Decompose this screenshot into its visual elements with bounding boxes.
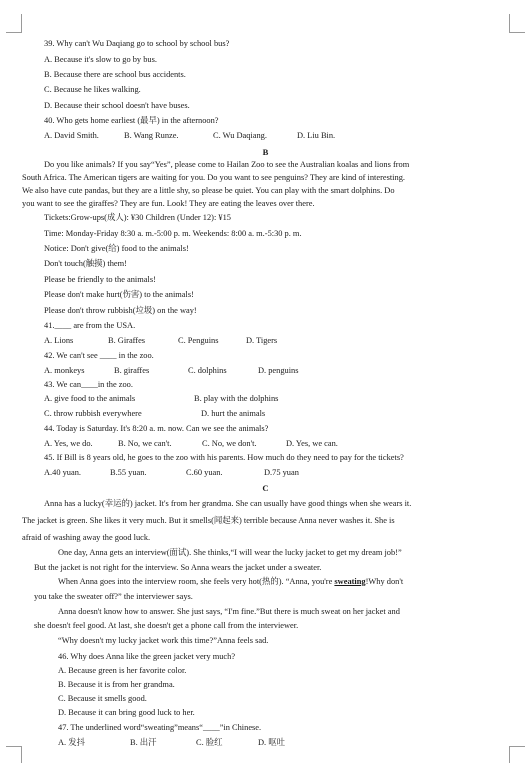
- q40-option-a: A. David Smith.: [44, 131, 99, 140]
- crop-mark-top-left-h: [6, 32, 22, 33]
- q47-stem: 47. The underlined word“sweating”means“____”in Chinese.: [58, 723, 262, 732]
- passage-b-notice: Notice: Don't give(给) food to the animals!: [44, 244, 189, 253]
- crop-mark-bottom-left-h: [6, 746, 22, 747]
- passage-b-line-1: Do you like animals? If you say“Yes”, please come to Hailan Zoo to see the Australian koalas and lions from: [44, 160, 410, 169]
- passage-c-line-6-text: When Anna goes into the interview room, she feels very hot(热的). “Anna, you're: [58, 577, 335, 586]
- q39-stem: 39. Why can't Wu Daqiang go to school by school bus?: [44, 39, 230, 48]
- crop-mark-top-left-v: [21, 14, 22, 33]
- q43-option-a: A. give food to the animals: [44, 394, 136, 403]
- q43-option-b: B. play with the dolphins: [194, 394, 279, 403]
- q46-option-c: C. Because it smells good.: [58, 694, 147, 703]
- q40-option-c: C. Wu Daqiang.: [213, 131, 267, 140]
- q43-stem: 43. We can____in the zoo.: [44, 380, 133, 389]
- underlined-word-sweating: sweating: [334, 577, 366, 586]
- q42-option-a: A. monkeys: [44, 366, 85, 375]
- passage-c-line-5: But the jacket is not right for the interview. So Anna wears the jacket under a sweater.: [34, 563, 322, 572]
- passage-c-line-8: Anna doesn't know how to answer. She just says, “I'm fine.”But there is much sweat on her jacket and: [58, 607, 400, 616]
- q44-option-c: C. No, we don't.: [202, 439, 257, 448]
- q45-options: [44, 467, 511, 479]
- q42-stem: 42. We can't see ____ in the zoo.: [44, 351, 154, 360]
- q40-options: [44, 130, 511, 142]
- q43-options-row-2: [44, 408, 511, 420]
- passage-b-tickets: Tickets:Grow-ups(成人): ¥30 Children (Under 12): ¥15: [44, 213, 231, 222]
- crop-mark-bottom-left-v: [21, 746, 22, 763]
- passage-c-line-10: “Why doesn't my lucky jacket work this time?”Anna feels sad.: [58, 636, 269, 645]
- q45-stem: 45. If Bill is 8 years old, he goes to the zoo with his parents. How much do they need to pay for the tickets?: [44, 453, 404, 462]
- passage-c-line-6: [58, 576, 511, 588]
- q47-options: [58, 737, 511, 749]
- passage-c-line-2: The jacket is green. She likes it very much. But it smells(闻起来) terrible because Anna never washes it. She is: [22, 516, 395, 525]
- passage-c-line-1: Anna has a lucky(幸运的) jacket. It's from her grandma. She can usually have good things when she wears it.: [44, 499, 412, 508]
- crop-mark-top-right-v: [509, 14, 510, 33]
- q44-options: [44, 438, 511, 450]
- q46-option-b: B. Because it is from her grandma.: [58, 680, 175, 689]
- q47-option-d: D. 呕吐: [258, 738, 285, 747]
- q40-stem: 40. Who gets home earliest (最早) in the afternoon?: [44, 116, 219, 125]
- passage-b-line-4: you want to see the giraffes? They are fun. Look! They are eating the leaves over there.: [22, 199, 315, 208]
- q42-options: [44, 365, 511, 377]
- q45-option-d: D.75 yuan: [264, 468, 299, 477]
- q45-option-a: A.40 yuan.: [44, 468, 81, 477]
- passage-b-touch: Don't touch(触摸) them!: [44, 259, 127, 268]
- crop-mark-bottom-right-h: [509, 746, 525, 747]
- q45-option-c: C.60 yuan.: [186, 468, 223, 477]
- passage-b-rubbish: Please don't throw rubbish(垃圾) on the way!: [44, 306, 197, 315]
- passage-c-line-6-end: !Why don't: [365, 577, 404, 586]
- q46-option-a: A. Because green is her favorite color.: [58, 666, 187, 675]
- q41-options: [44, 335, 511, 347]
- q46-option-d: D. Because it can bring good luck to her.: [58, 708, 195, 717]
- passage-c-line-7: you take the sweater off?” the interviewer says.: [34, 592, 193, 601]
- q43-options-row-1: [44, 393, 511, 405]
- q44-stem: 44. Today is Saturday. It's 8:20 a. m. now. Can we see the animals?: [44, 424, 269, 433]
- q41-option-c: C. Penguins: [178, 336, 219, 345]
- passage-c-line-4: One day, Anna gets an interview(面试). She thinks,“I will wear the lucky jacket to get my dream job!”: [58, 548, 402, 557]
- q42-option-c: C. dolphins: [188, 366, 227, 375]
- q40-option-b: B. Wang Runze.: [124, 131, 179, 140]
- q47-option-c: C. 脸红: [196, 738, 223, 747]
- q47-option-b: B. 出汗: [130, 738, 157, 747]
- q45-option-b: B.55 yuan.: [110, 468, 147, 477]
- crop-mark-top-right-h: [509, 32, 525, 33]
- q44-option-b: B. No, we can't.: [118, 439, 172, 448]
- q41-option-a: A. Lions: [44, 336, 74, 345]
- q39-option-a: A. Because it's slow to go by bus.: [44, 55, 157, 64]
- q44-option-a: A. Yes, we do.: [44, 439, 93, 448]
- q44-option-d: D. Yes, we can.: [286, 439, 338, 448]
- q41-option-d: D. Tigers: [246, 336, 278, 345]
- q41-option-b: B. Giraffes: [108, 336, 146, 345]
- section-c-heading: C: [262, 483, 269, 493]
- section-b-heading: B: [262, 147, 269, 157]
- q43-option-c: C. throw rubbish everywhere: [44, 409, 142, 418]
- passage-b-hurt: Please don't make hurt(伤害) to the animals!: [44, 290, 194, 299]
- q42-option-b: B. giraffes: [114, 366, 150, 375]
- q40-option-d: D. Liu Bin.: [297, 131, 336, 140]
- q47-option-a: A. 发抖: [58, 738, 85, 747]
- passage-c-line-3: afraid of washing away the good luck.: [22, 533, 151, 542]
- passage-b-line-3: We also have cute pandas, but they are a little shy, so please be quiet. You can play with the smart dolphins. Do: [22, 186, 395, 195]
- q39-option-b: B. Because there are school bus accidents.: [44, 70, 186, 79]
- q42-option-d: D. penguins: [258, 366, 299, 375]
- passage-c-line-9: she doesn't feel good. At last, she doesn't get a phone call from the interviewer.: [34, 621, 299, 630]
- passage-b-line-2: South Africa. The American tigers are waiting for you. Do you want to see penguins? They are kind of interesting.: [22, 173, 405, 182]
- passage-b-friendly: Please be friendly to the animals!: [44, 275, 156, 284]
- q39-option-d: D. Because their school doesn't have buses.: [44, 101, 190, 110]
- passage-b-time: Time: Monday-Friday 8:30 a. m.-5:00 p. m. Weekends: 8:00 a. m.-5:30 p. m.: [44, 229, 302, 238]
- q43-option-d: D. hurt the animals: [201, 409, 266, 418]
- q39-option-c: C. Because he likes walking.: [44, 85, 141, 94]
- q46-stem: 46. Why does Anna like the green jacket very much?: [58, 652, 236, 661]
- q41-stem: 41.____ are from the USA.: [44, 321, 136, 330]
